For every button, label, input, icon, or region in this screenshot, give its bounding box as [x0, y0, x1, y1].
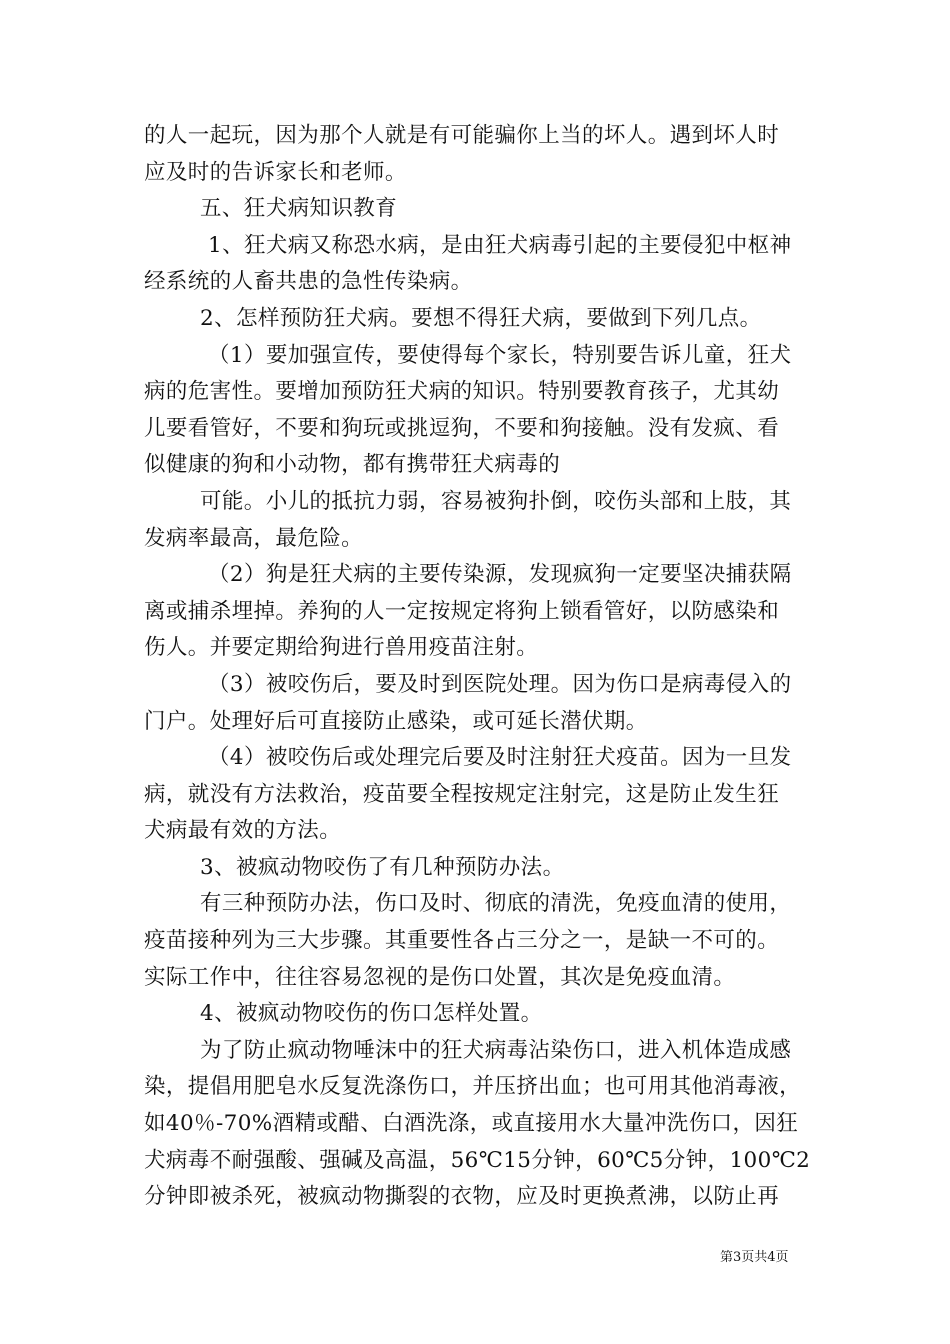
subsection-heading: 3、被疯动物咬伤了有几种预防办法。	[200, 854, 565, 880]
paragraph-line: 的人一起玩，因为那个人就是有可能骗你上当的坏人。遇到坏人时	[144, 123, 780, 148]
paragraph-line: （3）被咬伤后，要及时到医院处理。因为伤口是病毒侵入的	[208, 671, 792, 697]
paragraph-line: 如40％-70%酒精或醋、白酒洗涤，或直接用水大量冲洗伤口，因狂	[144, 1111, 799, 1137]
paragraph-line: 犬病毒不耐强酸、强碱及高温，56℃15分钟，60℃5分钟，100℃2	[144, 1147, 811, 1173]
subsection-heading: 4、被疯动物咬伤的伤口怎样处置。	[200, 1001, 543, 1027]
paragraph-line: 疫苗接种列为三大步骤。其重要性各占三分之一，是缺一不可的。	[144, 928, 780, 954]
paragraph-line: （2）狗是狂犬病的主要传染源，发现疯狗一定要坚决捕获隔	[208, 562, 792, 588]
section-heading: 五、狂犬病知识教育	[200, 196, 398, 222]
paragraph-line: 门户。处理好后可直接防止感染，或可延长潜伏期。	[144, 708, 648, 734]
paragraph-line: 应及时的告诉家长和老师。	[144, 159, 407, 185]
paragraph-line: 病的危害性。要增加预防狂犬病的知识。特别要教育孩子，尤其幼	[144, 379, 780, 405]
paragraph-line: 分钟即被杀死，被疯动物撕裂的衣物，应及时更换煮沸，以防止再	[144, 1184, 780, 1210]
paragraph-line: 为了防止疯动物唾沫中的狂犬病毒沾染伤口，进入机体造成感	[200, 1037, 792, 1063]
paragraph-line: 伤人。并要定期给狗进行兽用疫苗注射。	[144, 635, 539, 661]
paragraph-line: 染，提倡用肥皂水反复洗涤伤口，并压挤出血；也可用其他消毒液，	[144, 1074, 802, 1100]
paragraph-line: 似健康的狗和小动物，都有携带狂犬病毒的	[144, 452, 561, 478]
paragraph-line: 离或捕杀埋掉。养狗的人一定按规定将狗上锁看管好，以防感染和	[144, 598, 780, 624]
paragraph-line: 有三种预防办法，伤口及时、彻底的清洗，免疫血清的使用，	[200, 891, 792, 917]
paragraph-line: （1）要加强宣传，要使得每个家长，特别要告诉儿童，狂犬	[208, 342, 792, 368]
paragraph-line: 犬病最有效的方法。	[144, 818, 342, 844]
paragraph-line: 发病率最高，最危险。	[144, 525, 364, 551]
paragraph-line: 病，就没有方法救治，疫苗要全程按规定注射完，这是防止发生狂	[144, 781, 780, 807]
body-text	[144, 118, 816, 1216]
paragraph-line: 实际工作中，往往容易忽视的是伤口处置，其次是免疫血清。	[144, 964, 736, 990]
paragraph-line: 可能。小儿的抵抗力弱，容易被狗扑倒，咬伤头部和上肢，其	[200, 488, 792, 514]
subsection-heading: 2、怎样预防狂犬病。要想不得狂犬病，要做到下列几点。	[200, 305, 762, 331]
paragraph-line: 儿要看管好，不要和狗玩或挑逗狗，不要和狗接触。没有发疯、看	[144, 415, 780, 441]
paragraph-line: 1、狂犬病又称恐水病，是由狂犬病毒引起的主要侵犯中枢神	[208, 232, 792, 258]
paragraph-line: （4）被咬伤后或处理完后要及时注射狂犬疫苗。因为一旦发	[208, 745, 792, 771]
paragraph-line: 经系统的人畜共患的急性传染病。	[144, 269, 473, 295]
page-number-footer: 第3页共4页	[720, 1250, 789, 1265]
